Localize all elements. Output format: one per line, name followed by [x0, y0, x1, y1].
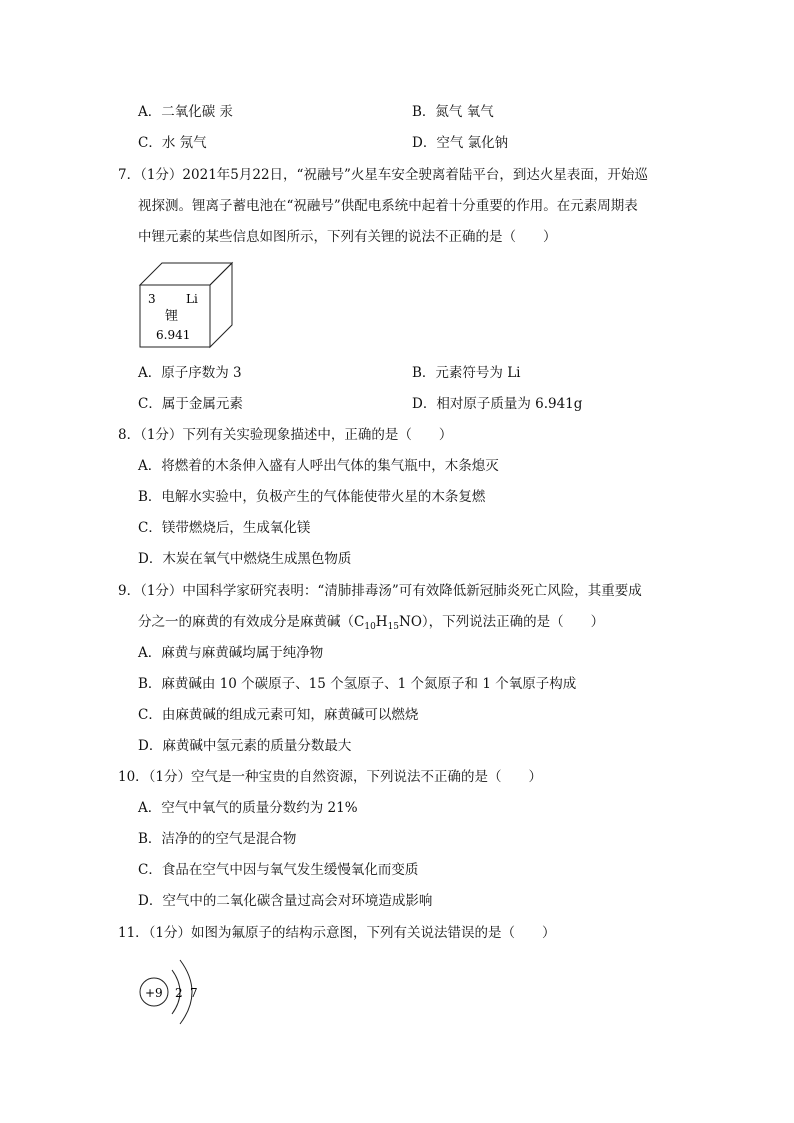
q7-stem-line2: 视探测。锂离子蓄电池在“祝融号”供配电系统中起着十分重要的作用。在元素周期表 — [138, 198, 638, 214]
q9-stem-line1: 9．（1分）中国科学家研究表明：“清肺排毒汤”可有效降低新冠肺炎死亡风险，其重要成 — [118, 583, 642, 599]
q7-option-c: C．属于金属元素 — [138, 396, 243, 412]
q7-option-b: B．元素符号为 Li — [412, 365, 521, 381]
q10-option-d: D．空气中的二氧化碳含量过高会对环境造成影响 — [138, 893, 433, 909]
shell2-electrons: 7 — [190, 986, 198, 1000]
element-cell-diagram — [136, 257, 236, 349]
q6-option-c: C．水 氖气 — [138, 135, 207, 151]
q8-option-b: B．电解水实验中，负极产生的气体能使带火星的木条复燃 — [138, 489, 486, 505]
q6-option-a: A．二氧化碳 汞 — [138, 104, 234, 120]
q10-option-c: C．食品在空气中因与氧气发生缓慢氧化而变质 — [138, 862, 419, 878]
q10-option-a: A．空气中氧气的质量分数约为 21% — [138, 800, 358, 816]
q8-option-d: D．木炭在氧气中燃烧生成黑色物质 — [138, 551, 352, 567]
element-symbol: Li — [186, 292, 198, 306]
q8-stem: 8．（1分）下列有关实验现象描述中，正确的是（ ） — [118, 427, 453, 443]
q8-option-c: C．镁带燃烧后，生成氧化镁 — [138, 520, 311, 536]
q9-option-d: D．麻黄碱中氢元素的质量分数最大 — [138, 738, 352, 754]
q10-option-b: B．洁净的的空气是混合物 — [138, 831, 297, 847]
q10-stem: 10．（1分）空气是一种宝贵的自然资源，下列说法不正确的是（ ） — [118, 769, 543, 785]
q6-option-d: D．空气 氯化钠 — [412, 135, 509, 151]
q9-option-c: C．由麻黄碱的组成元素可知，麻黄碱可以燃烧 — [138, 707, 419, 723]
shell1-electrons: 2 — [175, 986, 183, 1000]
nucleus-charge: +9 — [145, 986, 163, 1000]
q8-option-a: A．将燃着的木条伸入盛有人呼出气体的集气瓶中，木条熄灭 — [138, 458, 499, 474]
q11-stem: 11．（1分）如图为氟原子的结构示意图，下列有关说法错误的是（ ） — [118, 925, 556, 941]
element-atomic-mass: 6.941 — [156, 328, 191, 342]
q9-option-a: A．麻黄与麻黄碱均属于纯净物 — [138, 645, 324, 661]
q7-stem-line1: 7．（1分）2021年5月22日，“祝融号”火星车安全驶离着陆平台，到达火星表面，开始巡 — [118, 167, 648, 183]
q7-option-d: D．相对原子质量为 6.941g — [412, 396, 583, 412]
q9-option-b: B．麻黄碱由 10 个碳原子、15 个氢原子、1 个氮原子和 1 个氧原子构成 — [138, 676, 577, 692]
element-atomic-number: 3 — [148, 292, 156, 306]
fluorine-atom-structure-diagram — [136, 950, 226, 1030]
q9-stem-line2: 分之一的麻黄的有效成分是麻黄碱$(C_{10}H_{15}NO)$，下列说法正确的是（ ） — [138, 614, 605, 632]
element-name: 锂 — [165, 309, 179, 324]
q7-stem-line3: 中锂元素的某些信息如图所示，下列有关锂的说法不正确的是（ ） — [138, 229, 557, 245]
q6-option-b: B．氮气 氧气 — [412, 104, 494, 120]
q7-option-a: A．原子序数为 3 — [138, 365, 242, 381]
